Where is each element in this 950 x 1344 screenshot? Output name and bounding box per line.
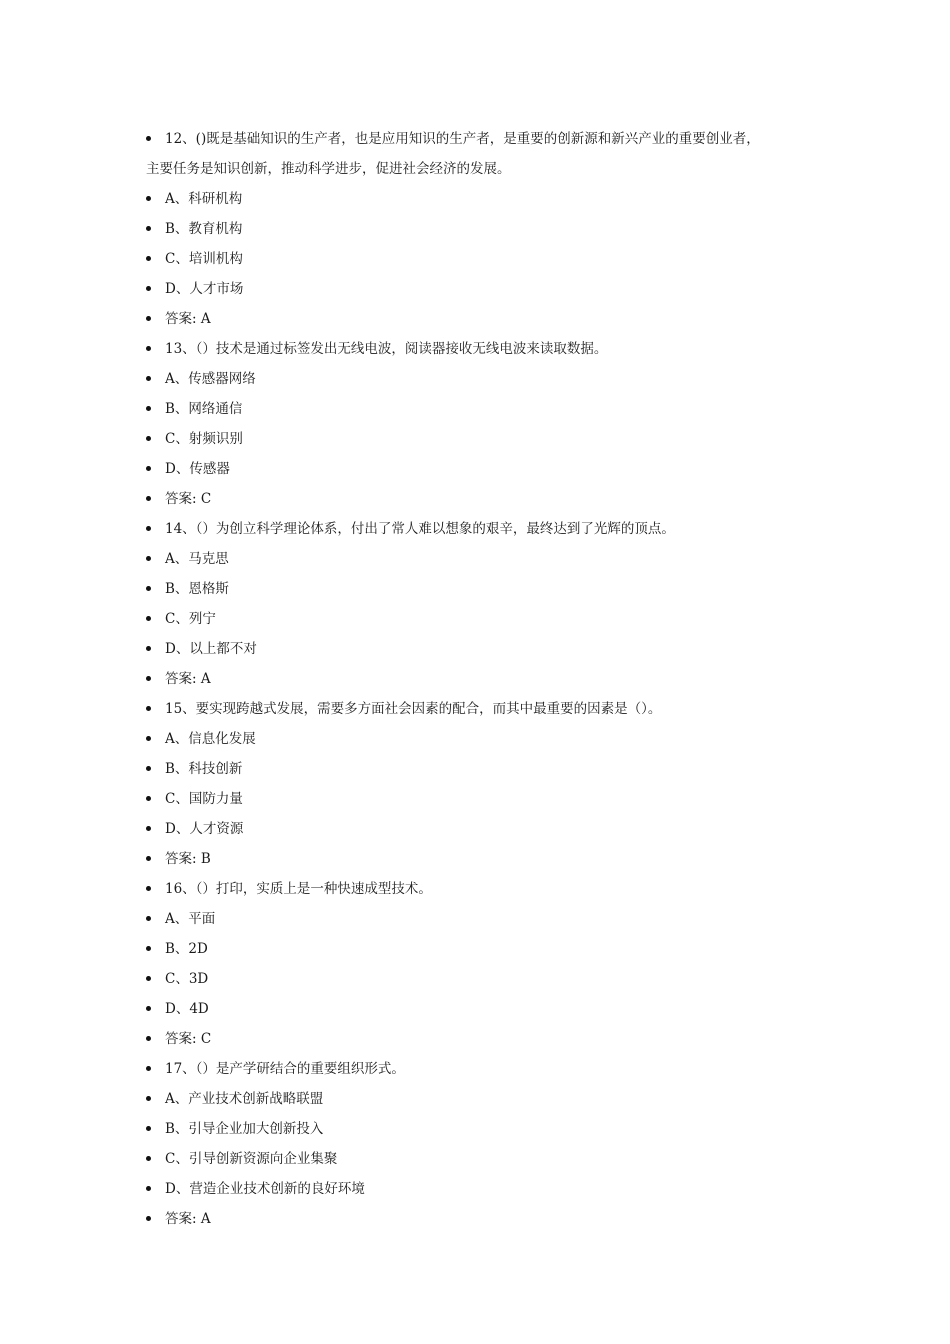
option-text: B、恩格斯	[165, 581, 229, 597]
bullet-icon	[146, 466, 151, 471]
option	[146, 1084, 826, 1114]
option-text: A、信息化发展	[165, 731, 256, 747]
option-text: A、产业技术创新战略联盟	[165, 1091, 324, 1107]
bullet-icon	[146, 976, 151, 981]
answer-text: 答案: C	[165, 1031, 212, 1047]
bullet-icon	[146, 946, 151, 951]
bullet-icon	[146, 1186, 151, 1191]
question-text: 12、()既是基础知识的生产者，也是应用知识的生产者，是重要的创新源和新兴产业的重要创业者，	[165, 131, 760, 147]
option-text: B、2D	[165, 941, 208, 957]
option	[146, 904, 826, 934]
answer	[146, 844, 826, 874]
bullet-icon	[146, 646, 151, 651]
question-list	[146, 124, 826, 1234]
bullet-icon	[146, 316, 151, 321]
question-stem	[146, 124, 826, 154]
bullet-icon	[146, 286, 151, 291]
bullet-icon	[146, 226, 151, 231]
bullet-icon	[146, 766, 151, 771]
option-text: B、科技创新	[165, 761, 243, 777]
bullet-icon	[146, 856, 151, 861]
bullet-icon	[146, 256, 151, 261]
option	[146, 1174, 826, 1204]
option-text: C、国防力量	[165, 791, 243, 807]
option	[146, 1144, 826, 1174]
bullet-icon	[146, 1156, 151, 1161]
bullet-icon	[146, 706, 151, 711]
option-text: C、射频识别	[165, 431, 243, 447]
option-text: D、人才资源	[165, 821, 244, 837]
bullet-icon	[146, 1006, 151, 1011]
option-text: A、马克思	[165, 551, 229, 567]
option	[146, 184, 826, 214]
option-text: D、4D	[165, 1001, 209, 1017]
option	[146, 634, 826, 664]
answer-text: 答案: C	[165, 491, 212, 507]
bullet-icon	[146, 1216, 151, 1221]
bullet-icon	[146, 346, 151, 351]
answer-text: 答案: A	[165, 671, 211, 687]
option	[146, 784, 826, 814]
option-text: D、人才市场	[165, 281, 244, 297]
question-text: 17、（）是产学研结合的重要组织形式。	[165, 1061, 405, 1077]
answer	[146, 304, 826, 334]
bullet-icon	[146, 196, 151, 201]
option	[146, 604, 826, 634]
option	[146, 544, 826, 574]
bullet-icon	[146, 1066, 151, 1071]
bullet-icon	[146, 676, 151, 681]
option	[146, 274, 826, 304]
bullet-icon	[146, 496, 151, 501]
bullet-icon	[146, 1126, 151, 1131]
answer	[146, 664, 826, 694]
question-stem	[146, 694, 826, 724]
bullet-icon	[146, 436, 151, 441]
question-stem	[146, 514, 826, 544]
bullet-icon	[146, 376, 151, 381]
question-stem	[146, 1054, 826, 1084]
bullet-icon	[146, 1036, 151, 1041]
answer	[146, 484, 826, 514]
bullet-icon	[146, 796, 151, 801]
bullet-icon	[146, 586, 151, 591]
bullet-icon	[146, 556, 151, 561]
option-text: C、列宁	[165, 611, 216, 627]
bullet-icon	[146, 736, 151, 741]
answer	[146, 1204, 826, 1234]
option-text: B、引导企业加大创新投入	[165, 1121, 324, 1137]
question-stem-continuation	[146, 154, 826, 184]
option-text: B、教育机构	[165, 221, 243, 237]
option-text: A、平面	[165, 911, 216, 927]
answer-text: 答案: B	[165, 851, 211, 867]
option	[146, 934, 826, 964]
option	[146, 814, 826, 844]
option	[146, 754, 826, 784]
option	[146, 454, 826, 484]
option	[146, 964, 826, 994]
question-stem	[146, 874, 826, 904]
option-text: D、传感器	[165, 461, 230, 477]
option-text: C、3D	[165, 971, 209, 987]
bullet-icon	[146, 1096, 151, 1101]
answer-text: 答案: A	[165, 1211, 211, 1227]
option	[146, 424, 826, 454]
bullet-icon	[146, 916, 151, 921]
option	[146, 574, 826, 604]
question-text: 13、（）技术是通过标签发出无线电波，阅读器接收无线电波来读取数据。	[165, 341, 608, 357]
option-text: B、网络通信	[165, 401, 243, 417]
question-text: 15、要实现跨越式发展，需要多方面社会因素的配合，而其中最重要的因素是（）。	[165, 701, 662, 717]
option	[146, 364, 826, 394]
question-text: 主要任务是知识创新，推动科学进步，促进社会经济的发展。	[146, 161, 511, 177]
bullet-icon	[146, 616, 151, 621]
question-stem	[146, 334, 826, 364]
option-text: D、以上都不对	[165, 641, 257, 657]
option-text: A、科研机构	[165, 191, 243, 207]
option	[146, 244, 826, 274]
bullet-icon	[146, 406, 151, 411]
option-text: D、营造企业技术创新的良好环境	[165, 1181, 365, 1197]
option	[146, 994, 826, 1024]
option-text: A、传感器网络	[165, 371, 256, 387]
question-text: 14、（）为创立科学理论体系，付出了常人难以想象的艰辛，最终达到了光辉的顶点。	[165, 521, 675, 537]
option	[146, 724, 826, 754]
answer	[146, 1024, 826, 1054]
option-text: C、引导创新资源向企业集聚	[165, 1151, 338, 1167]
bullet-icon	[146, 526, 151, 531]
option	[146, 1114, 826, 1144]
answer-text: 答案: A	[165, 311, 211, 327]
bullet-icon	[146, 886, 151, 891]
question-text: 16、（）打印，实质上是一种快速成型技术。	[165, 881, 432, 897]
bullet-icon	[146, 826, 151, 831]
option	[146, 214, 826, 244]
option	[146, 394, 826, 424]
option-text: C、培训机构	[165, 251, 243, 267]
bullet-icon	[146, 136, 151, 141]
